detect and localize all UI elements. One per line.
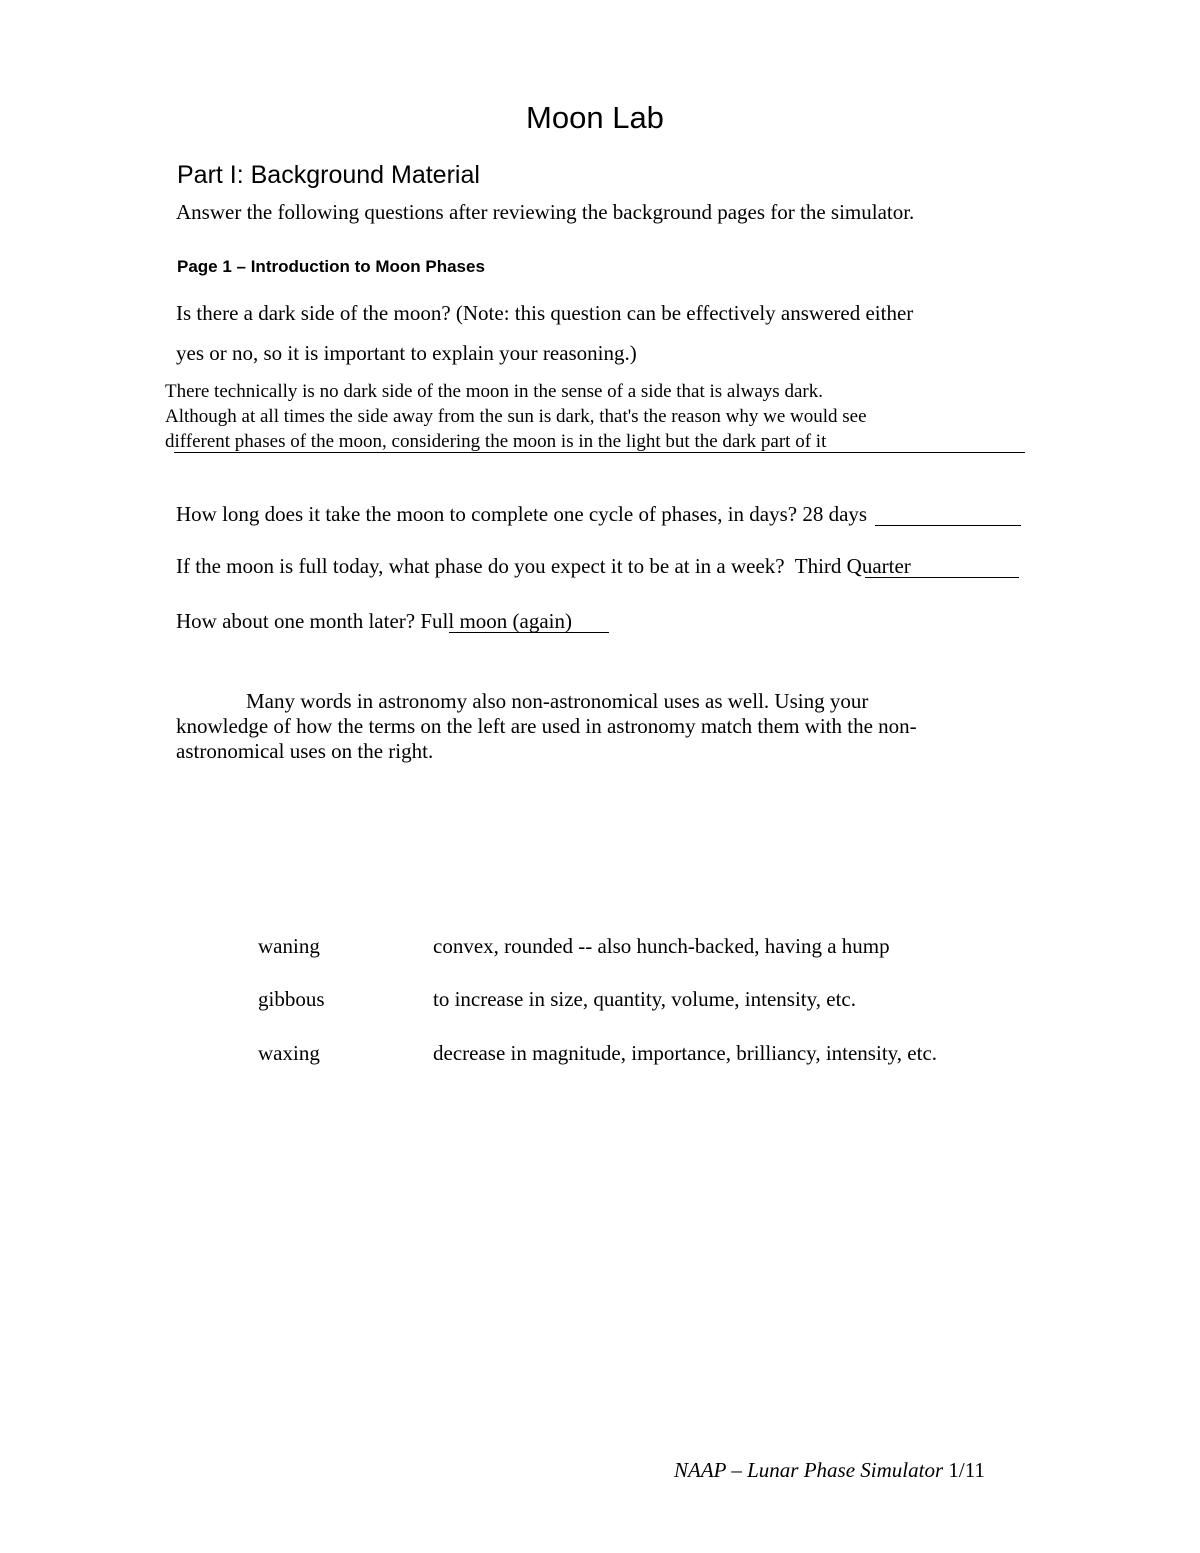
question-1-line-2: yes or no, so it is important to explain your reasoning.): [176, 341, 637, 365]
answer-1-line-3-rest: ifferent phases of the moon, considering the moon is in the light but the dark part of it: [174, 431, 827, 452]
question-3-answer-underline: [865, 577, 1019, 578]
question-2-text: How long does it take the moon to complete one cycle of phases, in days?: [176, 502, 798, 526]
answer-1-line-2: Although at all times the side away from the sun is dark, that's the reason why we would see: [165, 406, 867, 427]
matching-definition: decrease in magnitude, importance, brilliancy, intensity, etc.: [433, 1041, 938, 1065]
matching-intro-line-3: astronomical uses on the right.: [176, 739, 434, 763]
matching-intro-line-2: knowledge of how the terms on the left are used in astronomy match them with the non-: [176, 714, 917, 738]
footer-label: NAAP – Lunar Phase Simulator: [674, 1458, 944, 1482]
intro-text: Answer the following questions after reviewing the background pages for the simulator.: [176, 200, 915, 224]
question-4-answer-tail: ): [565, 609, 573, 633]
matching-term: waxing: [258, 1041, 320, 1065]
question-2-answer-underline: [875, 525, 1021, 526]
matching-term: waning: [258, 934, 320, 958]
question-2-answer: 28 days: [802, 502, 868, 526]
answer-1-line-1: There technically is no dark side of the moon in the sense of a side that is always dark.: [165, 381, 823, 402]
question-4: [176, 607, 572, 635]
question-4-text: How about one month later?: [176, 609, 416, 633]
question-4-answer-underline: [449, 632, 609, 633]
answer-1-line-3: [165, 429, 826, 454]
page-footer: [674, 1456, 985, 1484]
question-1-line-1: Is there a dark side of the moon? (Note: this question can be effectively answered either: [176, 301, 914, 325]
question-3: [176, 552, 911, 580]
footer-page-number: 1/11: [948, 1458, 985, 1482]
part-heading: Part I: Background Material: [177, 161, 480, 189]
question-3-text: If the moon is full today, what phase do you expect it to be at in a week?: [176, 554, 785, 578]
document-title: Moon Lab: [526, 100, 664, 135]
question-2: [176, 500, 867, 528]
answer-1-line-3-prefix: d: [165, 431, 175, 452]
answer-1-underline: [174, 452, 1025, 453]
page-heading: Page 1 – Introduction to Moon Phases: [177, 257, 485, 276]
matching-definition: to increase in size, quantity, volume, intensity, etc.: [433, 987, 856, 1011]
matching-intro-line-1: Many words in astronomy also non-astronomical uses as well. Using your: [246, 689, 869, 713]
matching-term: gibbous: [258, 987, 325, 1011]
matching-definition: convex, rounded -- also hunch-backed, having a hump: [433, 934, 890, 958]
question-3-answer: Third Quarter: [794, 554, 911, 578]
question-4-answer: Full moon (again: [420, 609, 566, 633]
